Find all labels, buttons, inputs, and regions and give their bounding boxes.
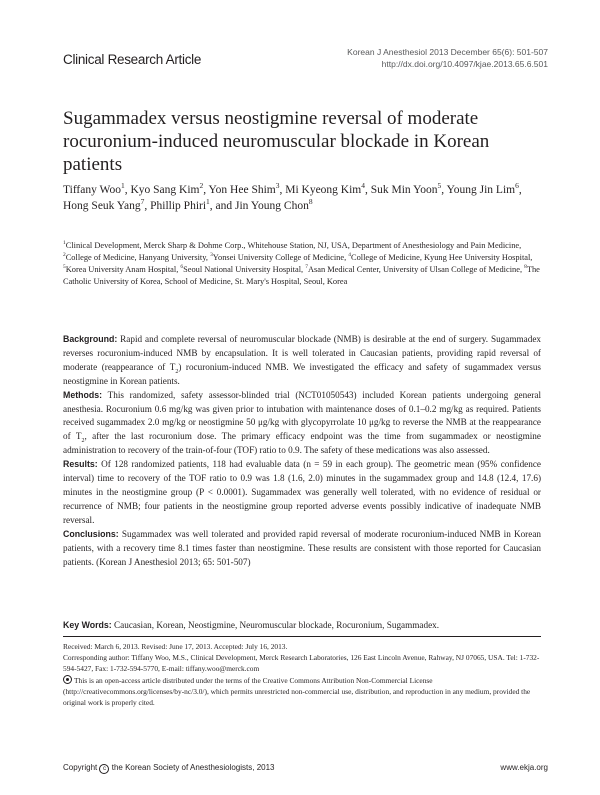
abstract-conclusions <box>63 528 541 570</box>
footnotes <box>63 641 541 708</box>
section-label: Clinical Research Article <box>63 52 202 67</box>
author-name: Young Jin Lim <box>446 184 516 196</box>
affiliation-number: 8 <box>524 264 527 271</box>
affiliation-text: Korea University Anam Hospital, <box>65 265 181 274</box>
abstract <box>63 333 541 569</box>
author-name: Suk Min Yoon <box>370 184 438 196</box>
keywords-text: Caucasian, Korean, Neostigmine, Neuromuscular blockade, Rocuronium, Sugammadex. <box>114 620 440 630</box>
copyright-notice <box>63 763 275 774</box>
conclusions-text: Sugammadex was well tolerated and provided rapid reversal of moderate rocuronium-induced NMB in Korean patients, with a recovery time 8.1 times faster than neostigmine. These results are consistent with those reported for Caucasian patients. (Korean J Anesthesiol 2013; 65: 501-507) <box>63 528 541 567</box>
affiliation-number: 7 <box>305 264 308 271</box>
affiliation-text: College of Medicine, Kyung Hee University Hospital, <box>350 253 533 262</box>
journal-website-link[interactable]: www.ekja.org <box>500 763 548 772</box>
background-text: Rapid and complete reversal of neuromuscular blockade (NMB) is desirable at the end of surgery. Sugammadex reverses rocuronium-induced NMB by encapsulation. It is well tolerated in Caucasian patients, providing rapid reversal of moderate (reappearance of T <box>63 334 541 372</box>
affiliation-number: 5 <box>63 264 66 271</box>
methods-text-cont: , after the last rocuronium dose. The primary efficacy endpoint was the time from sugammadex or neostigmine administration to recovery of the train-of-four (TOF) ratio to 0.9. The safety of these medications was also assessed. <box>63 431 541 456</box>
background-label: Background: <box>63 334 118 344</box>
results-text: Of 128 randomized patients, 118 had evaluable data (n = 59 in each group). The geometric mean (95% confidence interval) time to recovery of the TOF ratio to 0.9 was 1.8 (1.6, 2.0) minutes in the sugammadex group and 14.8 (12.4, 17.6) minutes in the neostigmine group (P < 0.0001). Sugammadex was generally well tolerated, with no evidence of residual or recurrence of NMB; four patients in the neostigmine group reported adverse events possibly indicative of inadequate NMB reversal. <box>63 459 542 525</box>
author-name: Hong Seuk Yang <box>63 200 141 212</box>
author-affiliation-number: 1 <box>120 181 125 191</box>
affiliation-text: Seoul National University Hospital, <box>183 265 306 274</box>
license-text: This is an open-access article distributed under the terms of the Creative Commons Attribution Non-Commercial License (http://creativecommons.org/licenses/by-nc/3.0/), which permits unrestricted non-commercial use, distribution, and reproduction in any medium, provided the original work is properly cited. <box>63 675 531 708</box>
affiliation-list <box>63 240 541 288</box>
affiliation-text: The Catholic University of Korea, School of Medicine, St. Mary's Hospital, Seoul, Korea <box>63 265 540 286</box>
author-name: Tiffany Woo <box>63 184 121 196</box>
author-affiliation-number: 2 <box>199 181 204 191</box>
affiliation-number: 6 <box>180 264 184 271</box>
author-name: Phillip Phiri <box>150 200 207 212</box>
journal-volume-line: Korean J Anesthesiol 2013 December 65(6): 501-507 <box>347 47 548 57</box>
affiliation-number: 1 <box>63 240 66 247</box>
author-list: Tiffany Woo$^1$, Kyo Sang Kim$^2$, Yon Hee Shim$^3$, Mi Kyeong Kim$^4$, Suk Min Yoon$^5$, Young Jin Lim$^6$, Hong Seuk Yang$^7$, Phillip Phiri$^1$, and Jin Young Chon$^8$ <box>63 181 522 212</box>
author-affiliation-number: 3 <box>275 181 280 191</box>
abstract-background <box>63 333 541 389</box>
affiliation-text: Clinical Development, Merck Sharp & Dohme Corp., Whitehouse Station, NJ, USA, Department of Anesthesiology and Pain Medicine, <box>65 241 522 250</box>
conclusions-label: Conclusions: <box>63 528 119 539</box>
abstract-results <box>63 458 541 528</box>
affiliation-number: 4 <box>348 252 351 259</box>
affiliation-text: Asan Medical Center, University of Ulsan College of Medicine, <box>307 265 525 274</box>
affiliation-number: 2 <box>63 252 66 259</box>
creative-commons-icon <box>63 675 72 684</box>
footnote-divider <box>63 636 541 637</box>
journal-citation <box>347 46 548 70</box>
received-dates: Received: March 6, 2013. Revised: June 17, 2013. Accepted: July 16, 2013. <box>63 642 288 651</box>
author-affiliation-number: 5 <box>437 181 442 191</box>
author-name: Jin Young Chon <box>235 200 309 212</box>
author-affiliation-number: 6 <box>515 181 519 191</box>
affiliation-text: Yonsei University College of Medicine, <box>212 253 349 262</box>
affiliation-text: College of Medicine, Hanyang University, <box>65 253 211 262</box>
doi-link[interactable]: http://dx.doi.org/10.4097/kjae.2013.65.6.501 <box>381 59 548 69</box>
background-subscript: 2 <box>175 368 179 375</box>
methods-label: Methods: <box>63 389 103 400</box>
license-note <box>63 675 541 709</box>
author-affiliation-number: 4 <box>361 181 365 191</box>
copyright-text: the Korean Society of Anesthesiologists, 2013 <box>111 763 275 772</box>
background-text-cont: ) rocuronium-induced NMB. We investigated the efficacy and safety of sugammadex versus neostigmine in Korean patients. <box>63 361 541 386</box>
methods-text: This randomized, safety assessor-blinded trial (NCT01050543) included Korean patients undergoing general anesthesia. Rocuronium 0.6 mg/kg was given prior to intubation with maintenance doses of 0.1–0.2 mg/kg as required. Patients received sugammadex 2.0 mg/kg or neostigmine 50 μg/kg with glycopyrrolate 10 μg/kg to reverse the NMB at the reappearance of T <box>63 389 541 442</box>
author-affiliation-number: 8 <box>308 197 313 207</box>
keywords-label: Key Words: <box>63 620 112 630</box>
author-affiliation-number: 1 <box>206 197 210 207</box>
abstract-methods <box>63 389 541 459</box>
corresponding-author: Corresponding author: Tiffany Woo, M.S., Clinical Development, Merck Research Laboratories, 126 East Lincoln Avenue, Rahway, NJ 07065, USA. Tel: 1-732-594-5427, Fax: 1-732-594-5770, E-mail: tiffany.woo@merck.com <box>63 653 540 674</box>
author-name: Kyo Sang Kim <box>130 184 200 196</box>
article-title: Sugammadex versus neostigmine reversal of moderate rocuronium-induced neuromuscular blockade in Korean patients <box>63 108 490 175</box>
methods-subscript: 2 <box>81 438 85 445</box>
author-name: Yon Hee Shim <box>208 184 276 196</box>
copyright-prefix: Copyright <box>63 763 98 772</box>
author-affiliation-number: 7 <box>140 197 145 207</box>
affiliation-number: 3 <box>210 252 213 259</box>
keywords <box>63 619 541 632</box>
author-name: Mi Kyeong Kim <box>285 184 362 196</box>
copyright-icon: c <box>99 764 109 774</box>
results-label: Results: <box>63 459 98 470</box>
